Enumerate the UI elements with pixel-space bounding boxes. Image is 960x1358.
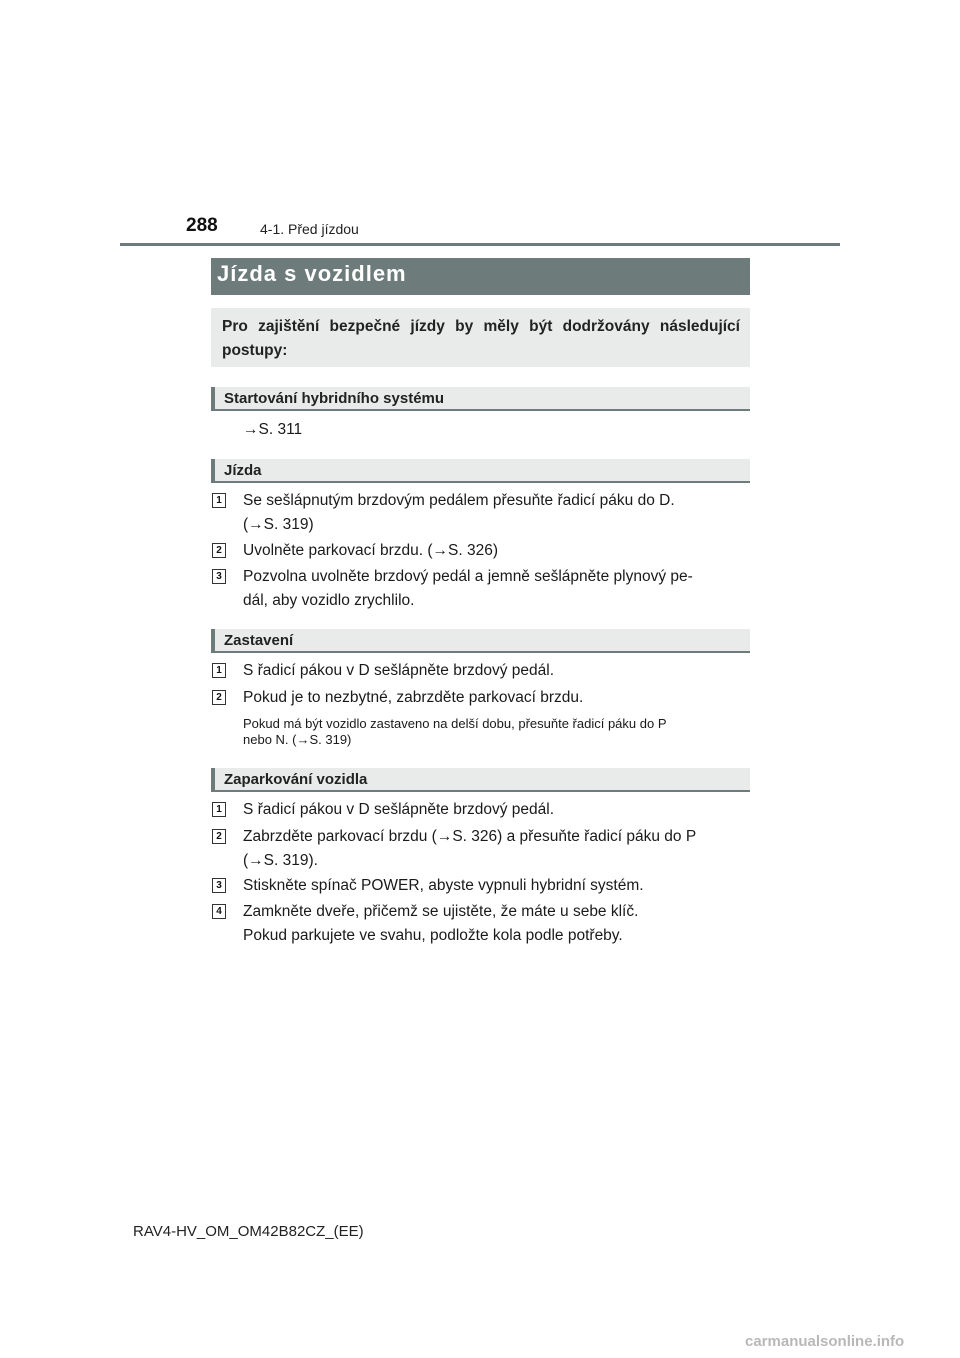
section-heading-text: Startování hybridního systému bbox=[224, 390, 445, 407]
note-line: nebo N. (→S. 319) bbox=[243, 732, 352, 747]
note-text bbox=[243, 716, 748, 748]
page-title-bar bbox=[211, 258, 750, 295]
section-heading-parking bbox=[211, 768, 750, 792]
note-line: Pokud má být vozidlo zastaveno na delší dobu, přesuňte řadicí páku do P bbox=[243, 716, 667, 731]
page-title: Jízda s vozidlem bbox=[217, 261, 407, 286]
step-number-box: 3 bbox=[212, 569, 226, 584]
section-heading-text: Zaparkování vozidla bbox=[224, 771, 368, 788]
step-line: Zamkněte dveře, přičemž se ujistěte, že máte u sebe klíč. bbox=[243, 903, 639, 920]
step-line: (→S. 319). bbox=[243, 852, 318, 869]
intro-text: Pro zajištění bezpečné jízdy by měly být dodržovány následující postupy: bbox=[222, 318, 740, 359]
step-line: Pokud parkujete ve svahu, podložte kola podle potřeby. bbox=[243, 927, 623, 944]
step-line: Zabrzděte parkovací brzdu (→S. 326) a přesuňte řadicí páku do P bbox=[243, 828, 697, 845]
intro-box bbox=[211, 308, 750, 367]
section-heading-text: Zastavení bbox=[224, 632, 294, 649]
step-text: S řadicí pákou v D sešlápněte brzdový pedál. bbox=[243, 662, 555, 679]
section-heading-text: Jízda bbox=[224, 462, 262, 479]
page-number: 288 bbox=[186, 215, 218, 236]
step-number-box: 3 bbox=[212, 878, 226, 893]
step-number-box: 2 bbox=[212, 543, 226, 558]
step-number-box: 1 bbox=[212, 802, 226, 817]
section-heading-start bbox=[211, 387, 750, 411]
step-number-box: 2 bbox=[212, 690, 226, 705]
step-number-box: 1 bbox=[212, 663, 226, 678]
header-rule bbox=[120, 243, 840, 246]
step-line: Se sešlápnutým brzdovým pedálem přesuňte řadicí páku do D. bbox=[243, 492, 675, 509]
chapter-title: 4-1. Před jízdou bbox=[260, 221, 359, 237]
step-text: Uvolněte parkovací brzdu. (→S. 326) bbox=[243, 542, 499, 559]
step-line: Pozvolna uvolněte brzdový pedál a jemně sešlápněte plynový pe- bbox=[243, 568, 693, 585]
step-line: (→S. 319) bbox=[243, 516, 314, 533]
step-number-box: 1 bbox=[212, 493, 226, 508]
step-text: Stiskněte spínač POWER, abyste vypnuli hybridní systém. bbox=[243, 877, 644, 894]
footer-doc-code: RAV4-HV_OM_OM42B82CZ_(EE) bbox=[133, 1223, 364, 1240]
step-text bbox=[243, 825, 748, 873]
step-text: S řadicí pákou v D sešlápněte brzdový pedál. bbox=[243, 801, 555, 818]
step-text bbox=[243, 489, 748, 537]
step-number-box: 4 bbox=[212, 904, 226, 919]
watermark: carmanualsonline.info bbox=[745, 1333, 905, 1350]
step-text bbox=[243, 900, 748, 948]
step-text bbox=[243, 565, 748, 613]
section-heading-driving bbox=[211, 459, 750, 483]
step-line: dál, aby vozidlo zrychlilo. bbox=[243, 592, 415, 609]
section-heading-stopping bbox=[211, 629, 750, 653]
step-text: Pokud je to nezbytné, zabrzděte parkovací brzdu. bbox=[243, 689, 584, 706]
page-reference: →S. 311 bbox=[243, 421, 303, 438]
step-number-box: 2 bbox=[212, 829, 226, 844]
